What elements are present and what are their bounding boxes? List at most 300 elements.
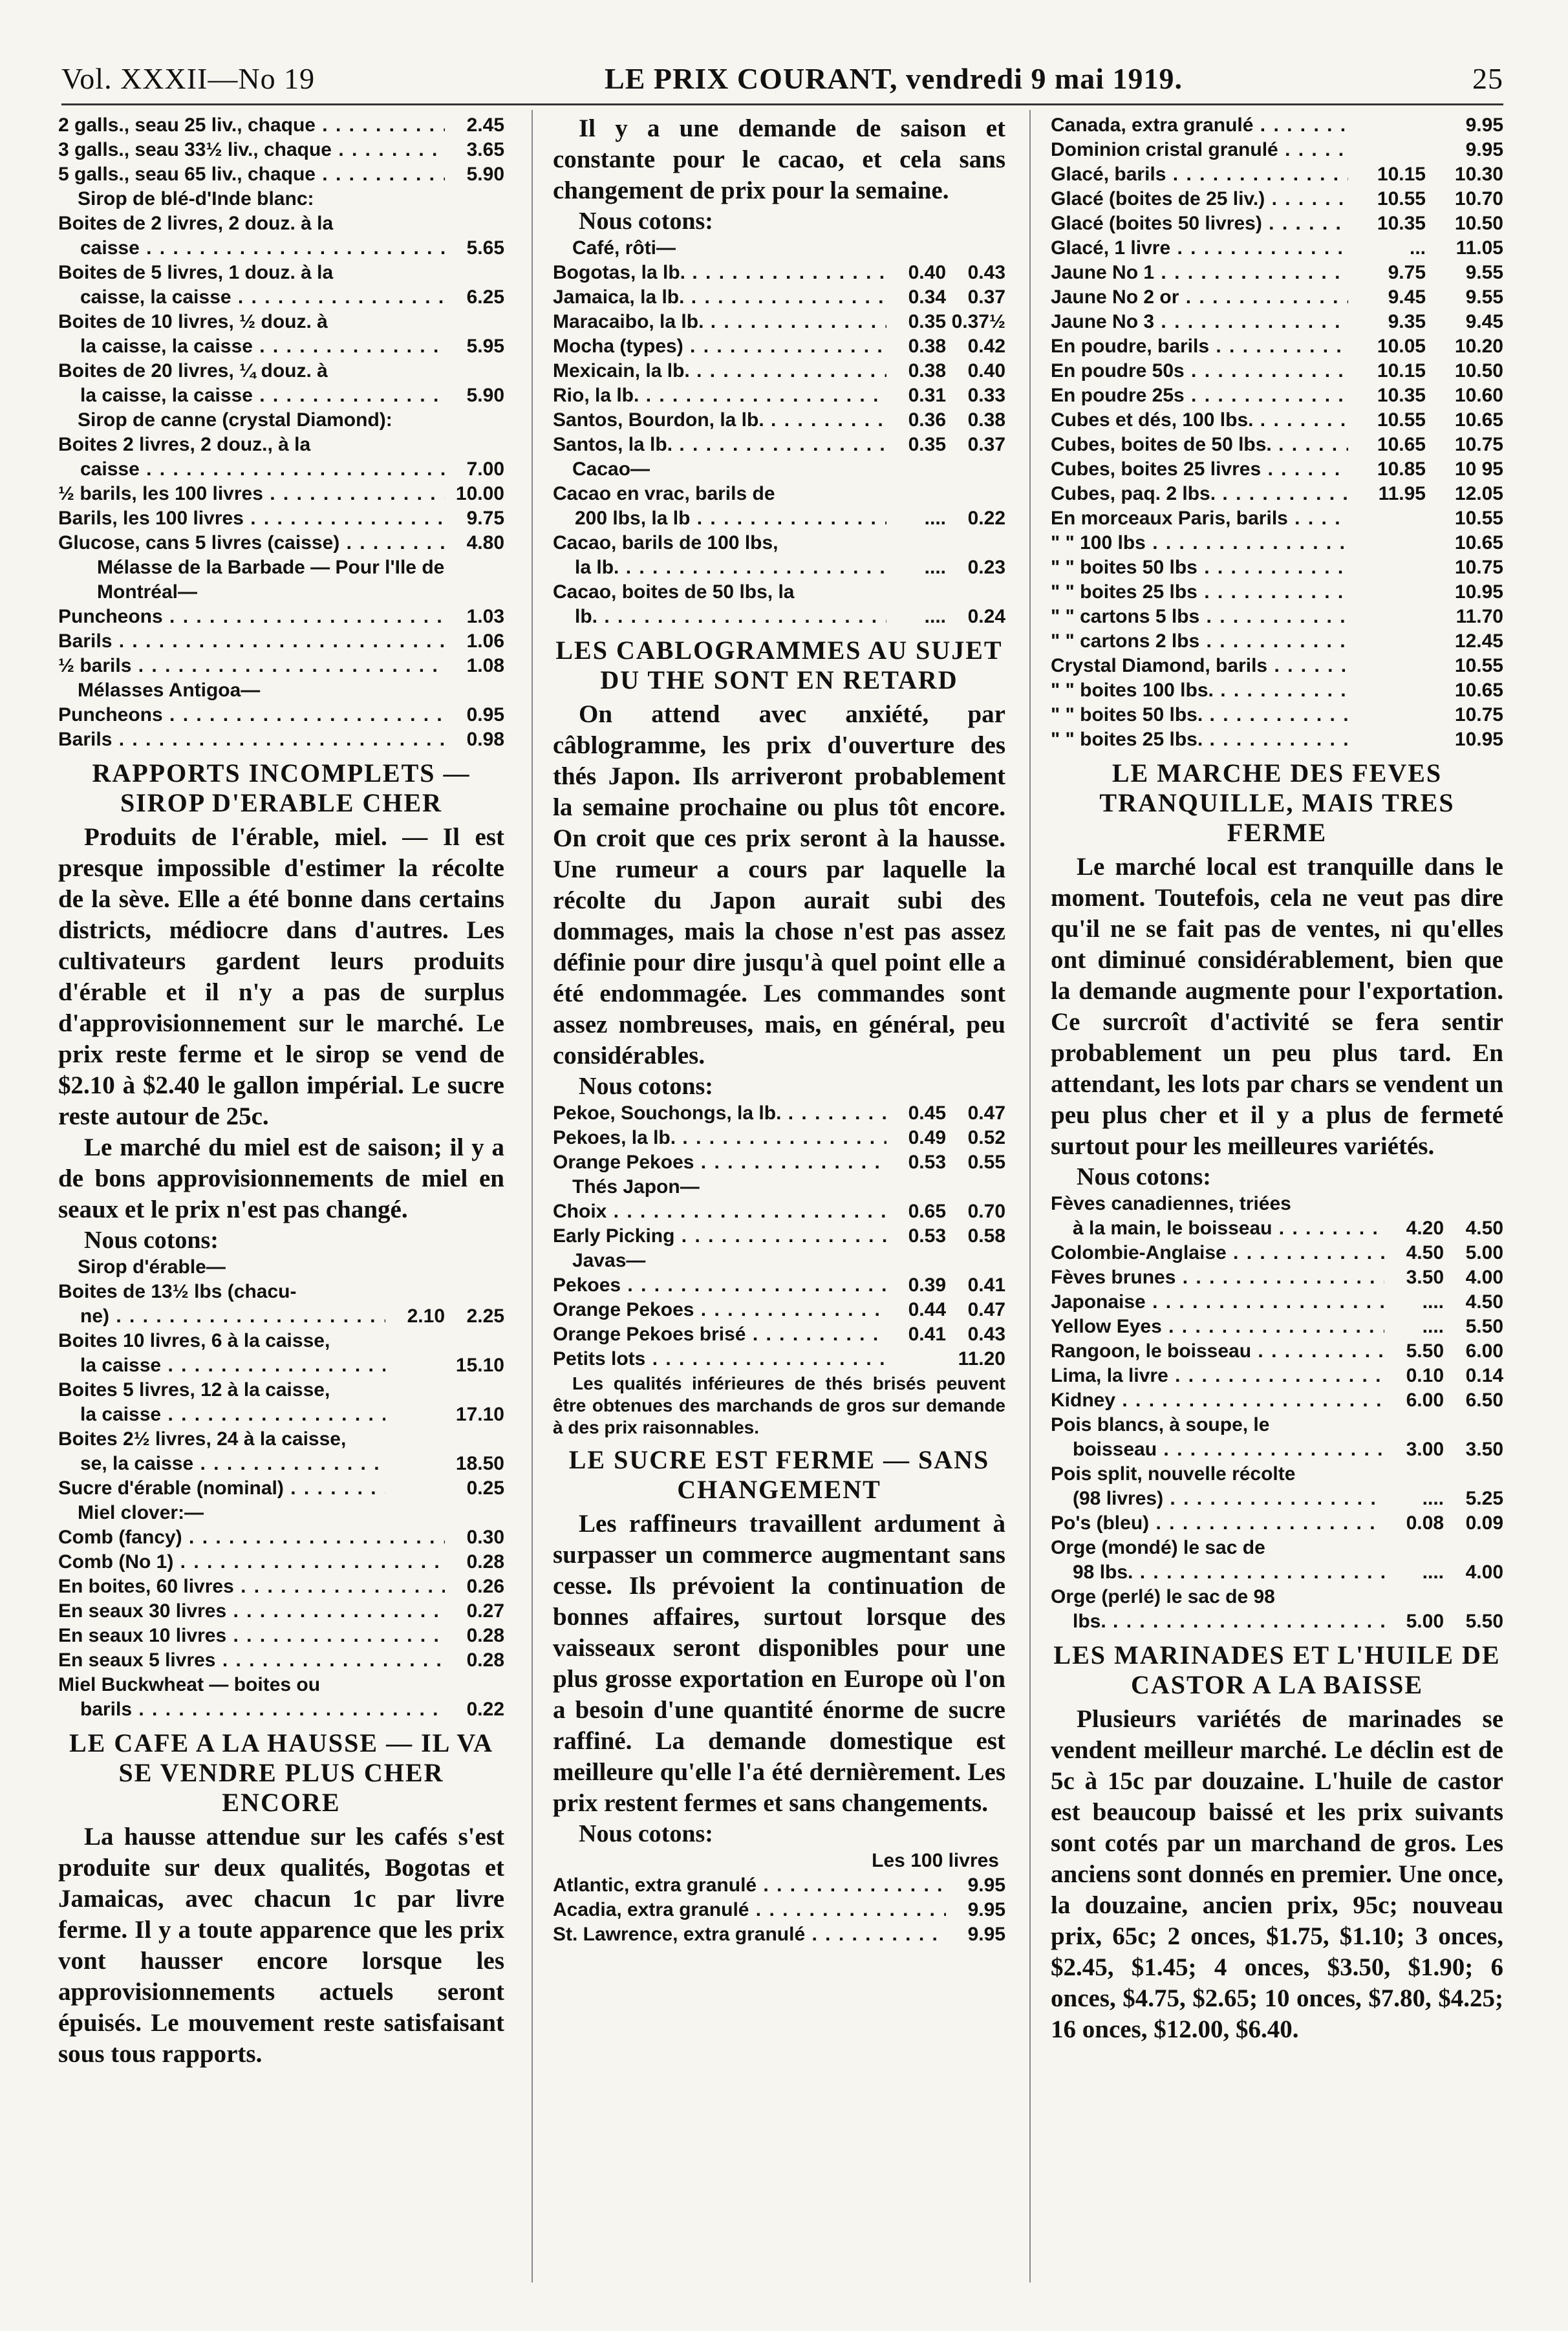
price-low: 0.10 [1406, 1365, 1444, 1386]
price-row [58, 1402, 504, 1427]
price-value: 5.90 [466, 385, 504, 406]
price-item: Mocha (types) . . . [553, 334, 886, 359]
price-row [553, 1898, 1005, 1922]
price-low: 0.45 [908, 1102, 946, 1124]
price-row [1051, 285, 1503, 310]
price-item: " " 100 lbs . . . [1051, 531, 1348, 555]
price-low: .... [924, 508, 946, 529]
price-high: 0.14 [1465, 1365, 1503, 1386]
price-value: 5.95 [466, 336, 504, 357]
price-item-label: Fèves canadiennes, triées [1051, 1193, 1291, 1214]
price-value: 9.95 [967, 1874, 1005, 1896]
article-heading: LES CABLOGRAMMES AU SUJET DU THE SONT EN RETARD [555, 636, 1003, 694]
price-item: Mexicain, la lb. . . . [553, 359, 886, 383]
price-row [1051, 1339, 1503, 1364]
price-high: 0.42 [967, 336, 1005, 357]
price-high: 6.00 [1465, 1340, 1503, 1362]
article-heading: LE MARCHE DES FEVES TRANQUILLE, MAIS TRES FERME [1099, 758, 1455, 847]
price-low: 6.00 [1406, 1390, 1444, 1411]
price-low: .... [1422, 1488, 1444, 1509]
price-item-label: Cacao en vrac, barils de [553, 483, 775, 504]
price-high: 0.47 [967, 1299, 1005, 1320]
price-row [553, 506, 1005, 531]
price-low: 0.41 [908, 1324, 946, 1345]
price-item: boisseau . . . [1051, 1437, 1384, 1462]
price-high: 0.52 [967, 1127, 1005, 1148]
price-high: 0.37 [967, 286, 1005, 308]
column-2 [553, 113, 1005, 1947]
price-row [1051, 555, 1503, 580]
price-item: Colombie-Anglaise . . . [1051, 1241, 1384, 1265]
price-item: Fèves brunes . . . [1051, 1265, 1384, 1290]
price-item: " " boites 25 lbs. . . . [1051, 727, 1348, 752]
quote-heading: Nous cotons: [579, 1073, 713, 1100]
price-value: 9.95 [967, 1899, 1005, 1920]
price-high: 11.05 [1455, 237, 1503, 259]
price-row [1051, 482, 1503, 506]
price-row [58, 629, 504, 654]
price-high: 3.50 [1465, 1439, 1503, 1460]
price-row [1051, 1265, 1503, 1290]
article-paragraph: Produits de l'érable, miel. — Il est presque impossible d'estimer la récolte de la sève. Elle a été bonne dans certains districts, médiocre dans d'autres. Les cultivateurs gardent leurs produits d'érable et il n'y a pas de surplus d'approvisionnement sur le marché. Le prix reste ferme et le sirop se vend de $2.10 à $2.40 le gallon impérial. Le sucre reste autour de 25c. [58, 823, 504, 1130]
price-item: à la main, le boisseau . . . [1051, 1216, 1384, 1241]
price-row [58, 605, 504, 629]
price-item: Glacé, barils . . . [1051, 162, 1348, 187]
price-low: 10.35 [1377, 213, 1426, 234]
price-item-label: Cacao, barils de 100 lbs, [553, 532, 779, 553]
price-row [58, 1476, 504, 1501]
price-high: 10.65 [1454, 409, 1503, 431]
price-row [58, 1599, 504, 1624]
price-high: 5.50 [1465, 1316, 1503, 1337]
price-item: Lima, la livre . . . [1051, 1364, 1384, 1388]
price-row [1051, 383, 1503, 408]
article-paragraph: Le marché du miel est de saison; il y a de bons approvisionnements de miel en seaux et le prix n'est pas changé. [58, 1133, 504, 1223]
price-high: 10.75 [1454, 434, 1503, 455]
price-value: 4.80 [466, 532, 504, 553]
price-row [1051, 138, 1503, 162]
price-item-label: Miel Buckwheat — boites ou [58, 1674, 321, 1695]
price-item: ne) . . . [58, 1304, 385, 1329]
price-low: 5.00 [1406, 1611, 1444, 1632]
price-low: 9.45 [1388, 286, 1426, 308]
price-value: 9.75 [466, 508, 504, 529]
price-item: Pekoes, la lb. . . . [553, 1126, 886, 1150]
price-row [553, 383, 1005, 408]
price-row [553, 1101, 1005, 1126]
price-item: Cubes et dés, 100 lbs. . . . [1051, 408, 1348, 433]
price-item: Cubes, boites 25 livres . . . [1051, 457, 1348, 482]
price-high: 9.95 [1465, 139, 1503, 160]
price-value: 6.25 [466, 286, 504, 308]
price-item: caisse . . . [58, 236, 445, 261]
price-row [1051, 580, 1503, 605]
price-value: 0.28 [466, 1625, 504, 1646]
price-item: Rangoon, le boisseau . . . [1051, 1339, 1384, 1364]
price-row [1051, 236, 1503, 261]
price-high: 10.55 [1454, 655, 1503, 676]
price-row [58, 1697, 504, 1722]
article-heading: RAPPORTS INCOMPLETS — SIROP D'ERABLE CHER [92, 758, 471, 817]
price-item: En poudre 25s . . . [1051, 383, 1348, 408]
price-item: Puncheons . . . [58, 703, 445, 727]
price-low: 10.15 [1377, 164, 1426, 185]
price-row [553, 1922, 1005, 1947]
price-value: 9.95 [967, 1924, 1005, 1945]
price-row [553, 1347, 1005, 1371]
price-high: 0.25 [466, 1477, 504, 1499]
price-row [553, 605, 1005, 629]
price-low: 5.50 [1406, 1340, 1444, 1362]
price-item: Orange Pekoes brisé . . . [553, 1322, 886, 1347]
price-high: 9.45 [1465, 311, 1503, 332]
section-label: Javas— [572, 1250, 646, 1271]
price-low: 10.65 [1377, 434, 1426, 455]
price-high: 5.25 [1465, 1488, 1503, 1509]
price-row [1051, 1290, 1503, 1315]
price-item: " " boites 25 lbs . . . [1051, 580, 1348, 605]
section-label: Mélasse de la Barbade — Pour l'Ile de Montréal— [97, 557, 445, 603]
column-3 [1051, 113, 1503, 2045]
price-item: Glacé, 1 livre . . . [1051, 236, 1348, 261]
price-row [58, 531, 504, 555]
price-high: 5.50 [1465, 1611, 1503, 1632]
price-low: 0.31 [908, 385, 946, 406]
price-row [1051, 187, 1503, 211]
price-low: 0.49 [908, 1127, 946, 1148]
article-paragraph: Le marché local est tranquille dans le moment. Toutefois, cela ne veut pas dire qu'il ne se fait pas de ventes, ni qu'elles ont diminué considérablement, bien que la demande augmente pour l'exportation. Ce surcroît d'activité se fera sentir probablement un peu plus tard. En attendant, les lots par chars se vendent un peu plus cher et il y a plus de fermeté surtout pour les meilleures variétés. [1051, 853, 1503, 1160]
price-item: St. Lawrence, extra granulé . . . [553, 1922, 946, 1947]
price-high: 0.23 [967, 557, 1005, 578]
price-row [1051, 433, 1503, 457]
price-low: 10.55 [1377, 409, 1426, 431]
price-row [1051, 1487, 1503, 1511]
price-value: 0.26 [466, 1576, 504, 1597]
price-item: se, la caisse . . . [58, 1452, 385, 1476]
price-high: 5.00 [1465, 1242, 1503, 1263]
price-low: 10.55 [1377, 188, 1426, 209]
price-high: 9.55 [1465, 286, 1503, 308]
price-low: 0.53 [908, 1152, 946, 1173]
price-high: 9.55 [1465, 262, 1503, 283]
price-item: Atlantic, extra granulé . . . [553, 1873, 946, 1898]
price-item: Comb (No 1) . . . [58, 1550, 445, 1574]
price-high: 0.40 [967, 360, 1005, 381]
price-item-label: Pois blancs, à soupe, le [1051, 1414, 1270, 1435]
price-value: 1.06 [466, 630, 504, 652]
section-label: Sirop de blé-d'Inde blanc: [78, 188, 314, 209]
price-row [1051, 1388, 1503, 1413]
price-low: .... [1422, 1562, 1444, 1583]
price-value: 5.65 [466, 237, 504, 259]
price-high: 4.50 [1465, 1291, 1503, 1313]
price-row [1051, 408, 1503, 433]
price-row [1051, 531, 1503, 555]
price-low: 0.65 [908, 1201, 946, 1222]
price-high: 9.95 [1465, 114, 1503, 136]
price-high: 0.43 [967, 1324, 1005, 1345]
price-high: 0.22 [967, 508, 1005, 529]
price-item: 5 galls., seau 65 liv., chaque . . . [58, 162, 445, 187]
price-row [1051, 629, 1503, 654]
price-item: 98 lbs. . . . [1051, 1560, 1384, 1585]
price-row [58, 1525, 504, 1550]
page-number: 25 [1472, 62, 1503, 95]
price-item: caisse . . . [58, 457, 445, 482]
price-item: la caisse . . . [58, 1353, 385, 1378]
price-high: 10.70 [1454, 188, 1503, 209]
section-label: Thés Japon— [572, 1176, 700, 1198]
price-row [1051, 1364, 1503, 1388]
price-value: 1.08 [466, 655, 504, 676]
price-item: Early Picking . . . [553, 1224, 886, 1249]
price-value: 3.65 [466, 139, 504, 160]
price-low: 11.95 [1378, 483, 1426, 504]
price-value: 0.28 [466, 1649, 504, 1671]
price-low: 10.15 [1377, 360, 1426, 381]
article-heading: LE SUCRE EST FERME — SANS CHANGEMENT [568, 1445, 990, 1504]
price-row [58, 162, 504, 187]
price-item-label: Orge (mondé) le sac de [1051, 1537, 1265, 1558]
price-high: 10.95 [1454, 729, 1503, 750]
price-item: Santos, Bourdon, la lb. . . . [553, 408, 886, 433]
price-item: Maracaibo, la lb. . . . [553, 310, 886, 334]
price-row [1051, 703, 1503, 727]
price-row [58, 1550, 504, 1574]
price-row [1051, 1511, 1503, 1536]
price-row [58, 285, 504, 310]
quote-heading: Nous cotons: [579, 1820, 713, 1847]
price-row [553, 1150, 1005, 1175]
price-item: barils . . . [58, 1697, 445, 1722]
price-low: .... [1422, 1316, 1444, 1337]
section-label: Sirop d'érable— [78, 1256, 226, 1278]
price-item: " " boites 100 lbs. . . . [1051, 678, 1348, 703]
price-low: 4.20 [1406, 1218, 1444, 1239]
price-item: En poudre 50s . . . [1051, 359, 1348, 383]
price-item-label: Boites de 13½ lbs (chacu- [58, 1281, 297, 1302]
price-item: Glacé (boites de 25 liv.) . . . [1051, 187, 1348, 211]
price-low: 0.40 [908, 262, 946, 283]
price-item-label: Boites de 10 livres, ½ douz. à [58, 311, 328, 332]
price-item-label: Boites 5 livres, 12 à la caisse, [58, 1379, 330, 1401]
price-item: 2 galls., seau 25 liv., chaque . . . [58, 113, 445, 138]
price-value: 2.45 [466, 114, 504, 136]
price-high: 18.50 [455, 1453, 504, 1474]
section-label: Sirop de canne (crystal Diamond): [78, 409, 392, 431]
price-row [1051, 211, 1503, 236]
price-high: 10.30 [1454, 164, 1503, 185]
price-item: Pekoes . . . [553, 1273, 886, 1298]
price-item: Orange Pekoes . . . [553, 1150, 886, 1175]
price-item: la caisse . . . [58, 1402, 385, 1427]
price-item: Jaune No 1 . . . [1051, 261, 1348, 285]
price-low: ... [1409, 237, 1426, 259]
price-item: En seaux 10 livres . . . [58, 1624, 445, 1648]
price-row [1051, 654, 1503, 678]
price-item: Barils . . . [58, 727, 445, 752]
price-row [1051, 261, 1503, 285]
price-high: 0.58 [967, 1225, 1005, 1247]
price-low: 0.39 [908, 1274, 946, 1296]
price-item: ½ barils, les 100 livres . . . [58, 482, 445, 506]
price-low: .... [1422, 1291, 1444, 1313]
price-value: 0.27 [466, 1600, 504, 1622]
price-item: En morceaux Paris, barils . . . [1051, 506, 1348, 531]
price-item: caisse, la caisse . . . [58, 285, 445, 310]
price-row [553, 1199, 1005, 1224]
price-item: En poudre, barils . . . [1051, 334, 1348, 359]
price-high: 10.55 [1454, 508, 1503, 529]
publication-title: LE PRIX COURANT, vendredi 9 mai 1919. [605, 62, 1183, 95]
price-item: Santos, la lb. . . . [553, 433, 886, 457]
price-high: 17.10 [455, 1404, 504, 1425]
price-low: 0.35 [908, 311, 946, 332]
column-divider [532, 110, 533, 2283]
price-row [553, 1224, 1005, 1249]
article-paragraph: Les raffineurs travaillent ardument à surpasser un commerce augmentant sans cesse. Ils prévoient la continuation de bonnes affaires, surtout lorsque des vaisseaux seront disponibles pour une plus grosse exportation en Europe où l'on a besoin d'une quantité énorme de sucre raffiné. La demande domestique est meilleure qu'elle l'a été dernièrement. Les prix restent fermes et sans changements. [553, 1510, 1005, 1817]
price-row [553, 433, 1005, 457]
price-high: 12.05 [1454, 483, 1503, 504]
price-item: 200 lbs, la lb . . . [553, 506, 886, 531]
price-value: 0.30 [466, 1527, 504, 1548]
section-label: Cacao— [572, 458, 650, 480]
price-high: 0.41 [967, 1274, 1005, 1296]
price-item-label: Boites de 5 livres, 1 douz. à la [58, 262, 334, 283]
article-paragraph: Plusieurs variétés de marinades se vendent meilleur marché. Le déclin est de 5c à 15c par douzaine. L'huile de castor est beaucoup baissé et les prix suivants sont cotés par un marchand de gros. Les anciens sont donnés en premier. Une once, la douzaine, ancien prix, 95c; nouveau prix, 65c; 2 onces, $1.75, $1.10; 3 onces, $2.45, $1.45; 4 onces, $3.50, $1.90; 6 onces, $4.75, $2.65; 10 onces, $7.80, $4.25; 16 onces, $12.00, $6.40. [1051, 1705, 1503, 2043]
price-high: 0.09 [1465, 1512, 1503, 1534]
article-paragraph: On attend avec anxiété, par câblogramme, les prix d'ouverture des thés Japon. Ils arriveront probablement la semaine prochaine ou plus tôt encore. On croit que ces prix seront à la hausse. Une rumeur a cours par laquelle la récolte du Japon aurait subi des dommages, mais la chose n'est pas assez définie pour dire jusqu'à quel point elle a été endommagée. Les commandes sont assez nombreuses, mais, en général, peu considérables. [553, 700, 1005, 1069]
price-item: ½ barils . . . [58, 654, 445, 678]
price-row [1051, 506, 1503, 531]
price-high: 10.20 [1454, 336, 1503, 357]
price-item: lb. . . . [553, 605, 886, 629]
price-item: Acadia, extra granulé . . . [553, 1898, 946, 1922]
price-low: 0.36 [908, 409, 946, 431]
price-high: 6.50 [1465, 1390, 1503, 1411]
price-row [1051, 359, 1503, 383]
price-item: Japonaise . . . [1051, 1290, 1384, 1315]
price-item: " " cartons 2 lbs . . . [1051, 629, 1348, 654]
page-header [61, 50, 1503, 96]
price-row [1051, 1560, 1503, 1585]
price-high: 4.50 [1465, 1218, 1503, 1239]
price-row [553, 1873, 1005, 1898]
price-row [1051, 334, 1503, 359]
price-item-label: Pois split, nouvelle récolte [1051, 1463, 1296, 1485]
price-row [553, 285, 1005, 310]
price-item: la caisse, la caisse . . . [58, 334, 445, 359]
price-high: 10.65 [1454, 532, 1503, 553]
section-label: Miel clover:— [78, 1502, 204, 1523]
price-item: Glucose, cans 5 livres (caisse) . . . [58, 531, 445, 555]
price-item-label: Orge (perlé) le sac de 98 [1051, 1586, 1275, 1607]
price-high: 0.43 [967, 262, 1005, 283]
price-row [553, 334, 1005, 359]
price-value: 0.95 [466, 704, 504, 725]
price-item: Yellow Eyes . . . [1051, 1315, 1384, 1339]
price-high: 0.24 [967, 606, 1005, 627]
price-row [553, 1126, 1005, 1150]
price-item: Choix . . . [553, 1199, 886, 1224]
price-row [1051, 1437, 1503, 1462]
price-high: 2.25 [466, 1305, 504, 1327]
price-row [58, 1452, 504, 1476]
price-low: 0.38 [908, 360, 946, 381]
volume-number: Vol. XXXII—No 19 [61, 62, 316, 95]
price-high: 10 95 [1454, 458, 1503, 480]
quote-heading: Nous cotons: [1077, 1163, 1211, 1190]
price-row [553, 359, 1005, 383]
price-item: Cubes, boites de 50 lbs. . . . [1051, 433, 1348, 457]
price-row [58, 654, 504, 678]
price-high: 4.00 [1465, 1267, 1503, 1288]
price-low: 10.05 [1377, 336, 1426, 357]
price-low: 0.08 [1406, 1512, 1444, 1534]
header-rule [61, 103, 1503, 105]
price-row [553, 310, 1005, 334]
price-item: " " cartons 5 lbs . . . [1051, 605, 1348, 629]
footnote: Les qualités inférieures de thés brisés peuvent être obtenues des marchands de gros sur demande à des prix raisonnables. [553, 1373, 1005, 1437]
section-label: Café, rôti— [572, 237, 676, 259]
price-value: 0.22 [466, 1699, 504, 1720]
price-row [58, 138, 504, 162]
price-row [1051, 1315, 1503, 1339]
price-high: 10.65 [1454, 680, 1503, 701]
price-item: Comb (fancy) . . . [58, 1525, 445, 1550]
price-row [58, 236, 504, 261]
price-item: Kidney . . . [1051, 1388, 1384, 1413]
price-row [553, 1273, 1005, 1298]
price-value: 10.00 [455, 483, 504, 504]
quote-heading: Nous cotons: [579, 208, 713, 235]
price-item: (98 livres) . . . [1051, 1487, 1384, 1511]
price-row [553, 408, 1005, 433]
price-low: 0.53 [908, 1225, 946, 1247]
unit-label: Les 100 livres [872, 1850, 999, 1871]
price-high: 11.20 [958, 1348, 1005, 1370]
price-high: 0.55 [967, 1152, 1005, 1173]
price-high: 10.50 [1454, 213, 1503, 234]
price-item-label: Boites 2½ livres, 24 à la caisse, [58, 1428, 347, 1450]
price-row [58, 1574, 504, 1599]
price-row [1051, 162, 1503, 187]
price-row [1051, 113, 1503, 138]
price-low: 10.85 [1377, 458, 1426, 480]
article-heading: LE CAFE A LA HAUSSE — IL VA SE VENDRE PLUS CHER ENCORE [69, 1728, 494, 1817]
price-low: 9.75 [1388, 262, 1426, 283]
price-value: 7.00 [466, 458, 504, 480]
price-row [1051, 1216, 1503, 1241]
price-high: 0.70 [967, 1201, 1005, 1222]
price-high: 10.95 [1454, 581, 1503, 603]
price-row [1051, 1241, 1503, 1265]
price-item: Puncheons . . . [58, 605, 445, 629]
price-item: " " boites 50 lbs . . . [1051, 555, 1348, 580]
price-row [58, 1648, 504, 1673]
price-row [553, 1298, 1005, 1322]
price-high: 10.75 [1454, 704, 1503, 725]
price-low: 3.50 [1406, 1267, 1444, 1288]
price-row [1051, 678, 1503, 703]
price-row [58, 334, 504, 359]
price-item: Rio, la lb. . . . [553, 383, 886, 408]
price-item: " " boites 50 lbs. . . . [1051, 703, 1348, 727]
price-row [58, 1304, 504, 1329]
price-item: Crystal Diamond, barils . . . [1051, 654, 1348, 678]
price-high: 0.37 [967, 434, 1005, 455]
price-row [553, 1322, 1005, 1347]
